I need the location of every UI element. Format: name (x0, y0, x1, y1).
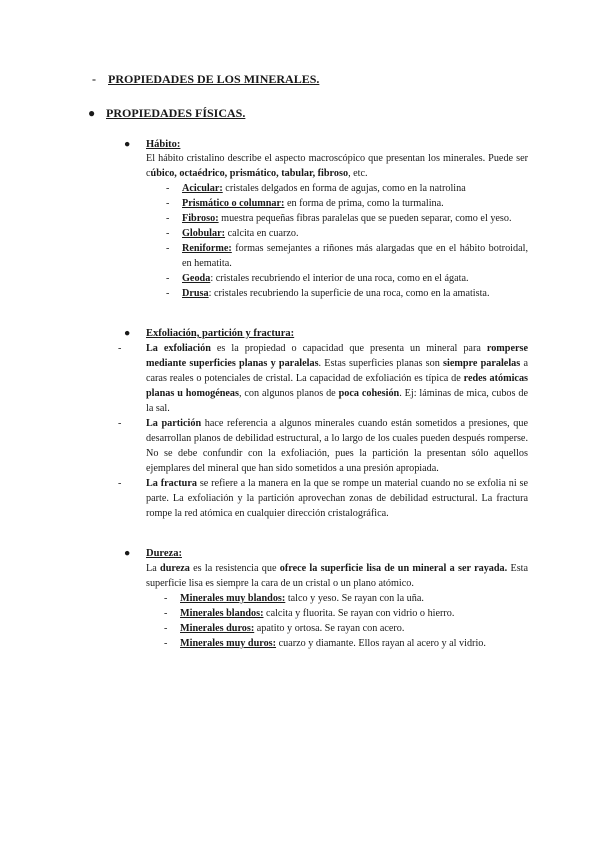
section-heading-text: PROPIEDADES FÍSICAS. (106, 106, 246, 120)
para-text: hace referencia a algunos minerales cuando están sometidos a presiones, que desarrollan planos de debilidad estructural, a lo largo de los cuales pueden después romperse. No se debe confundir con la exfoliación, pues la partición la presentan sólo aquellos ejemplares del mineral que han sido sometidos a una presión apropiada. (146, 418, 528, 474)
bold-term: poca cohesión (338, 388, 400, 399)
dash: - (166, 198, 170, 209)
dureza-heading-text: Dureza: (146, 548, 182, 559)
list-item (164, 591, 526, 606)
list-item (166, 286, 528, 301)
bullet-icon: ● (124, 548, 131, 559)
dureza-intro (146, 561, 528, 591)
list-item (164, 606, 526, 621)
list-term: Acicular: (182, 183, 223, 194)
para-text: a caras reales o potenciales de cristal. La capacidad de exfoliación es típica de (146, 358, 528, 384)
list-item (118, 476, 528, 521)
list-term: Minerales duros: (180, 623, 255, 634)
habito-intro (146, 151, 528, 181)
list-item (166, 196, 528, 211)
bold-term: redes atómicas planas u homogéneas (146, 373, 529, 399)
bold-term: La fractura (146, 478, 197, 489)
list-item (118, 341, 528, 416)
exfoliacion-heading-text: Exfoliación, partición y fractura: (146, 328, 295, 339)
list-text: calcita y fluorita. Se rayan con vidrio o hierro. (263, 608, 455, 619)
bold-term: La partición (146, 418, 202, 429)
dash: - (166, 213, 170, 224)
dash: - (166, 273, 170, 284)
dash: - (118, 418, 122, 429)
bold-term: La exfoliación (146, 343, 211, 354)
list-text: formas semejantes a riñones más alargadas que en el hábito botroidal, en hematita. (182, 243, 528, 269)
list-text: talco y yeso. Se rayan con la uña. (285, 593, 424, 604)
bullet-icon: ● (88, 106, 96, 120)
title-text: PROPIEDADES DE LOS MINERALES. (108, 72, 320, 86)
list-term: Minerales blandos: (180, 608, 264, 619)
para-text: es la propiedad o capacidad que presenta un mineral para (210, 343, 487, 354)
dash: - (118, 343, 122, 354)
list-term: Minerales muy duros: (180, 638, 277, 649)
habito-list (166, 181, 528, 301)
bold-term: ofrece la superficie lisa de un mineral a ser rayada. (279, 563, 508, 574)
dash: - (164, 608, 168, 619)
dash: - (166, 288, 170, 299)
list-item (166, 211, 528, 226)
dash: - (164, 623, 168, 634)
para-text: . Estas superficies planas son (318, 358, 444, 369)
para-text: La (146, 563, 161, 574)
bold-term: siempre paralelas (443, 358, 521, 369)
list-item (164, 636, 526, 651)
exfoliacion-list (118, 341, 528, 521)
habito-intro-text: El hábito cristalino describe el aspecto macroscópico que presentan los minerales. Puede ser c (146, 153, 528, 179)
dash: - (164, 638, 168, 649)
habito-intro-end: , etc. (348, 168, 368, 179)
list-item (166, 241, 528, 271)
list-text: cuarzo y diamante. Ellos rayan al acero y al vidrio. (276, 638, 486, 649)
habito-intro-bold: úbico, octaédrico, prismático, tabular, fibroso (150, 168, 349, 179)
dash: - (118, 478, 122, 489)
dash: - (166, 243, 170, 254)
para-text: se refiere a la manera en la que se rompe un material cuando no se exfolia ni se parte. La exfoliación y la partición aprovechan zonas de debilidad estructural. La fractura rompe la red atómica en cualquier dirección cristalográfica. (146, 478, 529, 519)
dash: - (166, 228, 170, 239)
list-text: calcita en cuarzo. (225, 228, 299, 239)
list-term: Geoda (182, 273, 211, 284)
dash: - (164, 593, 168, 604)
list-text: : cristales recubriendo el interior de una roca, como en el ágata. (210, 273, 469, 284)
list-term: Prismático o columnar: (182, 198, 285, 209)
list-term: Reniforme: (182, 243, 232, 254)
list-text: en forma de prima, como la turmalina. (284, 198, 444, 209)
list-text: muestra pequeñas fibras paralelas que se pueden separar, como el yeso. (218, 213, 512, 224)
list-term: Drusa (182, 288, 209, 299)
list-text: : cristales recubriendo la superficie de una roca, como en la amatista. (208, 288, 490, 299)
para-text: . Ej: láminas de mica, cubos de la sal. (146, 388, 528, 414)
para-text: , con algunos planos de (238, 388, 339, 399)
list-item (166, 226, 528, 241)
bullet-icon: ● (124, 139, 131, 150)
list-item (164, 621, 526, 636)
dash: - (166, 183, 170, 194)
list-item (118, 416, 528, 476)
list-text: cristales delgados en forma de agujas, como en la natrolina (222, 183, 466, 194)
habito-heading-text: Hábito: (146, 139, 181, 150)
list-item (166, 271, 528, 286)
list-term: Globular: (182, 228, 226, 239)
list-term: Minerales muy blandos: (180, 593, 286, 604)
list-text: apatito y ortosa. Se rayan con acero. (254, 623, 405, 634)
list-item (166, 181, 528, 196)
bold-term: romperse mediante superficies planas y paralelas (146, 343, 528, 369)
para-text: Esta superficie lisa es siempre la cara de un cristal o un plano atómico. (146, 563, 529, 589)
dureza-list (164, 591, 526, 651)
title-dash: - (92, 72, 96, 86)
para-text: es la resistencia que (189, 563, 280, 574)
list-term: Fibroso: (182, 213, 219, 224)
bold-term: dureza (160, 563, 190, 574)
bullet-icon: ● (124, 328, 131, 339)
